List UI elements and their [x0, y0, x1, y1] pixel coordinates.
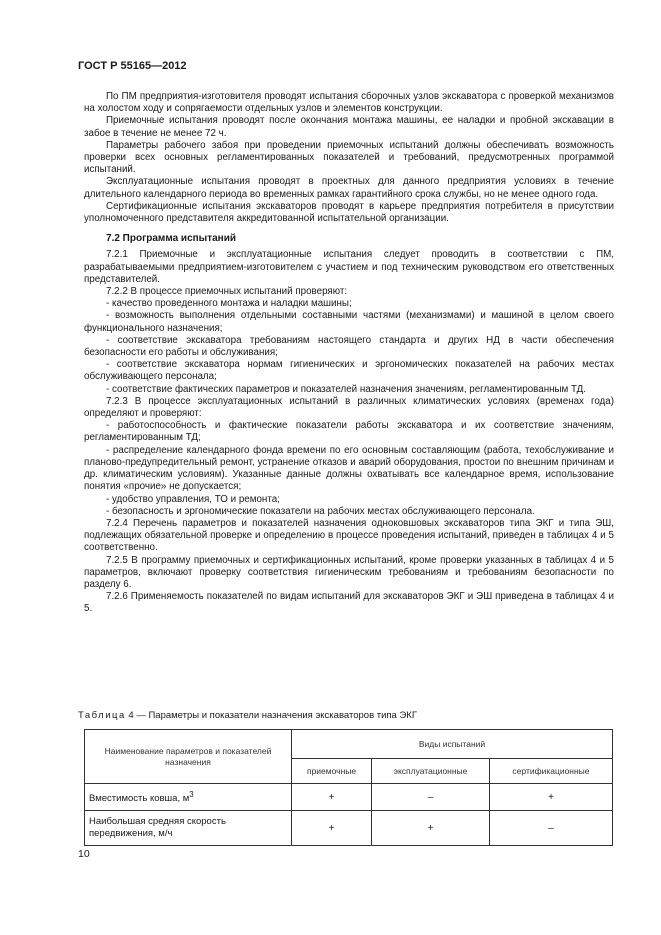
column-header-acceptance: приемочные	[292, 759, 372, 784]
list-item: - соответствие экскаватора нормам гигиенических и эргономических показателей на рабочих местах обслуживающего персонала;	[84, 359, 614, 383]
page-number: 10	[78, 848, 90, 860]
list-item: - работоспособность и фактические показатели работы экскаватора и их соответствие значениям, регламентированным ТД;	[84, 420, 614, 444]
document-header: ГОСТ Р 55165—2012	[78, 60, 187, 72]
row-mark: +	[372, 811, 490, 846]
paragraph: 7.2.4 Перечень параметров и показателей назначения одноковшовых экскаваторов типа ЭКГ и типа ЭШ, подлежащих обязательной проверке и определению в процессе проведения испытаний, приведен в таблицах 4 и 5 соответственно.	[84, 517, 614, 554]
paragraph: 7.2.1 Приемочные и эксплуатационные испытания следует проводить в соответствии с ПМ, разрабатываемыми предприятием-изготовителем с участием и под техническим руководством его ответственных представителей.	[84, 249, 614, 285]
list-item: - качество проведенного монтажа и наладки машины;	[106, 298, 352, 310]
column-header-certification: сертификационные	[489, 759, 612, 784]
table-row	[85, 811, 613, 846]
paragraph: 7.2.2 В процессе приемочных испытаний проверяют:	[106, 286, 348, 298]
table-row	[85, 784, 613, 811]
row-mark: +	[292, 811, 372, 846]
row-mark: –	[372, 784, 490, 811]
list-item: - распределение календарного фонда времени по его основным составляющим (работа, техобслуживание и планово-предупредительный ремонт, устранение отказов и аварий оборудования, простои по внешним причинам и др. климатическим условиям). Указанные данные должны охватывать все календарное время, использование понятия «прочие» не допускается;	[84, 444, 614, 493]
row-label: Наибольшая средняя скорость передвижения, м/ч	[85, 811, 292, 846]
list-item: - соответствие экскаватора требованиям настоящего стандарта и других НД в части обеспечения безопасности его работы и обслуживания;	[84, 334, 614, 359]
body-text	[84, 91, 614, 616]
paragraph: Эксплуатационные испытания проводят в проектных для данного предприятия условиях в течение длительного календарного периода во временных рамках гарантийного срока службы, но не менее одного года.	[84, 176, 614, 200]
paragraph: По ПМ предприятия-изготовителя проводят испытания сборочных узлов экскаватора с проверкой механизмов на холостом ходу и сопрягаемости отдельных узлов и элементов конструкции.	[84, 91, 614, 115]
row-mark: +	[489, 784, 612, 811]
column-header-operational: эксплуатационные	[372, 759, 490, 784]
column-group-header: Виды испытаний	[292, 730, 613, 759]
table-caption-title: 4 — Параметры и показатели назначения экскаваторов типа ЭКГ	[128, 710, 417, 721]
paragraph: Параметры рабочего забоя при проведении приемочных испытаний должны обеспечивать возможность проверки всех основных регламентированных показателей и требований, предусмотренных программой испытаний.	[84, 139, 614, 176]
column-header-name: Наименование параметров и показателей назначения	[85, 730, 292, 784]
row-label: Вместимость ковша, $м^3$	[85, 784, 292, 811]
paragraph: Сертификационные испытания экскаваторов проводят в карьере предприятия потребителя в присутствии уполномоченного представителя аккредитованной испытательной организации.	[84, 200, 614, 225]
list-item: - безопасность и эргономические показатели на рабочих местах обслуживающего персонала.	[106, 505, 535, 517]
list-item: - возможность выполнения отдельными составными частями (механизмами) и машиной в целом своего функционального назначения;	[84, 310, 614, 334]
row-mark: –	[489, 811, 612, 846]
list-item: - соответствие фактических параметров и показателей назначения значениям, регламентированным ТД.	[106, 383, 587, 395]
list-item: - удобство управления, ТО и ремонта;	[106, 493, 280, 505]
parameters-table	[84, 729, 613, 846]
paragraph: 7.2.6 Применяемость показателей по видам испытаний для экскаваторов ЭКГ и ЭШ приведена в таблицах 4 и 5.	[84, 591, 614, 615]
row-mark: +	[292, 784, 372, 811]
section-title: 7.2 Программа испытаний	[106, 233, 237, 245]
paragraph: Приемочные испытания проводят после окончания монтажа машины, ее наладки и пробной экскавации в забое в течение не менее 72 ч.	[84, 115, 614, 139]
table-caption-word: Таблица	[78, 710, 126, 721]
paragraph: 7.2.5 В программу приемочных и сертификационных испытаний, кроме проверки указанных в таблицах 4 и 5 параметров, включают проверку соответствия гигиеническим требованиям и требованиям безопасности по разделу 6.	[84, 554, 614, 590]
paragraph: 7.2.3 В процессе эксплуатационных испытаний в различных климатических условиях (временах года) определяют и проверяют:	[84, 395, 614, 420]
table-caption	[78, 710, 417, 721]
